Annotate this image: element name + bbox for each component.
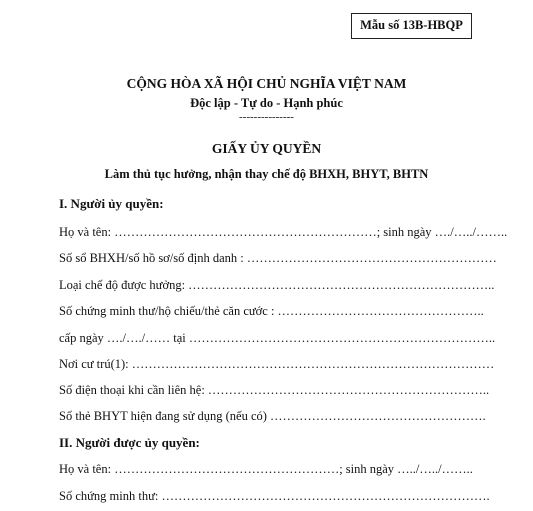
field-residence[interactable]: Nơi cư trú(1): …………………………………………………………………………… (59, 357, 495, 371)
document-subtitle: Làm thủ tục hưởng, nhận thay chế độ BHXH, BHYT, BHTN (104, 167, 429, 181)
field-benefit-type[interactable]: Loại chế độ được hưởng: ……………………………………………………………….. (59, 278, 495, 292)
document-title: GIẤY ỦY QUYỀN (211, 141, 322, 156)
field-id-number[interactable]: Số chứng minh thư/hộ chiếu/thẻ căn cước : ………………………………………….. (59, 304, 484, 318)
field-phone[interactable]: Số điện thoại khi cần liên hệ: ………………………………………………………….. (59, 383, 490, 397)
section-authorizer-heading: I. Người ủy quyền: (59, 196, 164, 211)
field-issue-date-place[interactable]: cấp ngày …./…./…… tại ……………………………………………………………….. (59, 331, 496, 345)
section-authorized-heading: II. Người được ủy quyền: (59, 435, 200, 450)
national-motto: Độc lập - Tự do - Hạnh phúc (190, 96, 343, 110)
field-health-insurance-card[interactable]: Số thẻ BHYT hiện đang sử dụng (nếu có) ……………………………………………. (59, 409, 486, 423)
field-social-insurance-number[interactable]: Số sổ BHXH/số hồ sơ/số định danh : …………………………………………………… (59, 251, 497, 265)
form-code-box: Mẫu số 13B-HBQP (351, 13, 472, 39)
nation-header: CỘNG HÒA XÃ HỘI CHỦ NGHĨA VIỆT NAM (126, 76, 407, 91)
field-authorized-full-name[interactable]: Họ và tên: ………………………………………………; sinh ngày …../…../…….. (59, 462, 473, 476)
header-divider: --------------- (239, 111, 294, 123)
field-authorized-id-number[interactable]: Số chứng minh thư: ……………………………………………………………………. (59, 489, 490, 503)
field-full-name[interactable]: Họ và tên: ………………………………………………………; sinh ngày …./…../…….. (59, 225, 508, 239)
